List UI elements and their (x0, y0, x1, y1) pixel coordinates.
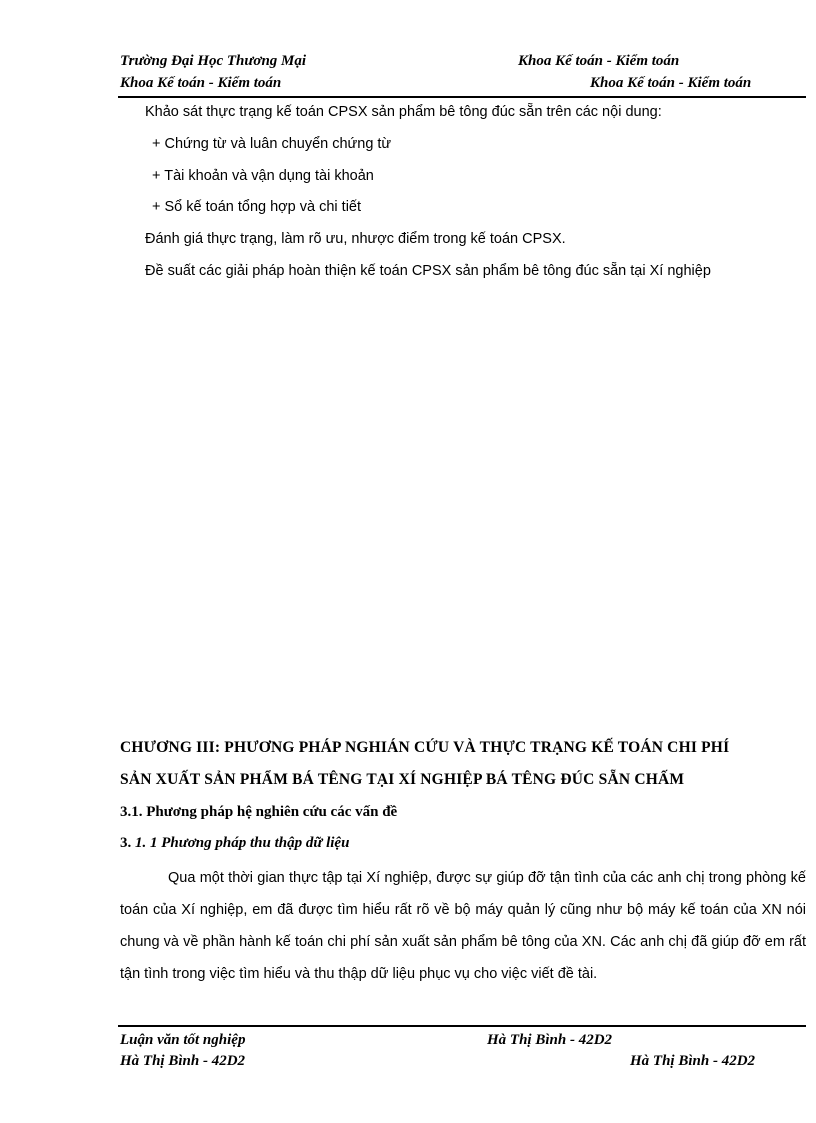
propose-text: Đề suất các giải pháp hoàn thiện kế toán CPSX sản phẩm bê tông đúc sẵn tại Xí nghiệp (145, 263, 711, 279)
paragraph-text: Qua một thời gian thực tập tại Xí nghiệp, được sự giúp đỡ tận tình của các anh chị trong phòng kế toán của Xí nghiệp, em đã được tìm hiểu rất rõ về bộ máy quản lý cũng như bộ máy kế toán của XN nói chung và về phần hành kế toán chi phí sản xuất sản phẩm bê tông của XN. Các anh chị đã giúp đỡ em rất tận tình trong việc tìm hiểu và thu thập dữ liệu phục vụ cho việc viết đề tài. (120, 870, 806, 982)
chapter-title-line2: SẢN XUẤT SẢN PHẨM BÁ TÊNG TẠI XÍ NGHIỆP BÁ TÊNG ĐÚC SẴN CHẤM (120, 771, 685, 788)
header-faculty-name: Khoa Kế toán - Kiểm toán (518, 53, 680, 69)
assess-text: Đánh giá thực trạng, làm rõ ưu, nhược điểm trong kế toán CPSX. (145, 231, 566, 247)
list-item: + Chứng từ và luân chuyển chứng từ (152, 136, 392, 152)
footer-author-right: Hà Thị Bình - 42D2 (630, 1053, 756, 1069)
section-number: 3. (120, 835, 135, 851)
footer-author-left: Hà Thị Bình - 42D2 (120, 1053, 246, 1069)
section-3-1-heading: 3.1. Phương pháp hệ nghiên cứu các vấn đề (120, 804, 398, 820)
footer-rule (118, 1025, 806, 1027)
header-rule (118, 96, 806, 98)
chapter-title-line1: CHƯƠNG III: PHƯƠNG PHÁP NGHIÁN CỨU VÀ THỰC TRẠNG KẾ TOÁN CHI PHÍ (120, 739, 730, 756)
footer-thesis-label: Luận văn tốt nghiệp (120, 1032, 246, 1048)
body-paragraph (120, 862, 806, 990)
survey-text: Khảo sát thực trạng kế toán CPSX sản phẩm bê tông đúc sẵn trên các nội dung: (145, 104, 662, 120)
header-school-name: Trường Đại Học Thương Mại (120, 53, 307, 69)
section-3-1-1-heading (120, 835, 349, 852)
section-title: 1. 1 Phương pháp thu thập dữ liệu (135, 835, 350, 851)
list-item: + Tài khoản và vận dụng tài khoản (152, 168, 374, 184)
header-faculty-right: Khoa Kế toán - Kiểm toán (590, 75, 752, 91)
list-item: + Sổ kế toán tổng hợp và chi tiết (152, 199, 362, 215)
header-faculty-left: Khoa Kế toán - Kiểm toán (120, 75, 282, 91)
footer-author-center: Hà Thị Bình - 42D2 (487, 1032, 613, 1048)
